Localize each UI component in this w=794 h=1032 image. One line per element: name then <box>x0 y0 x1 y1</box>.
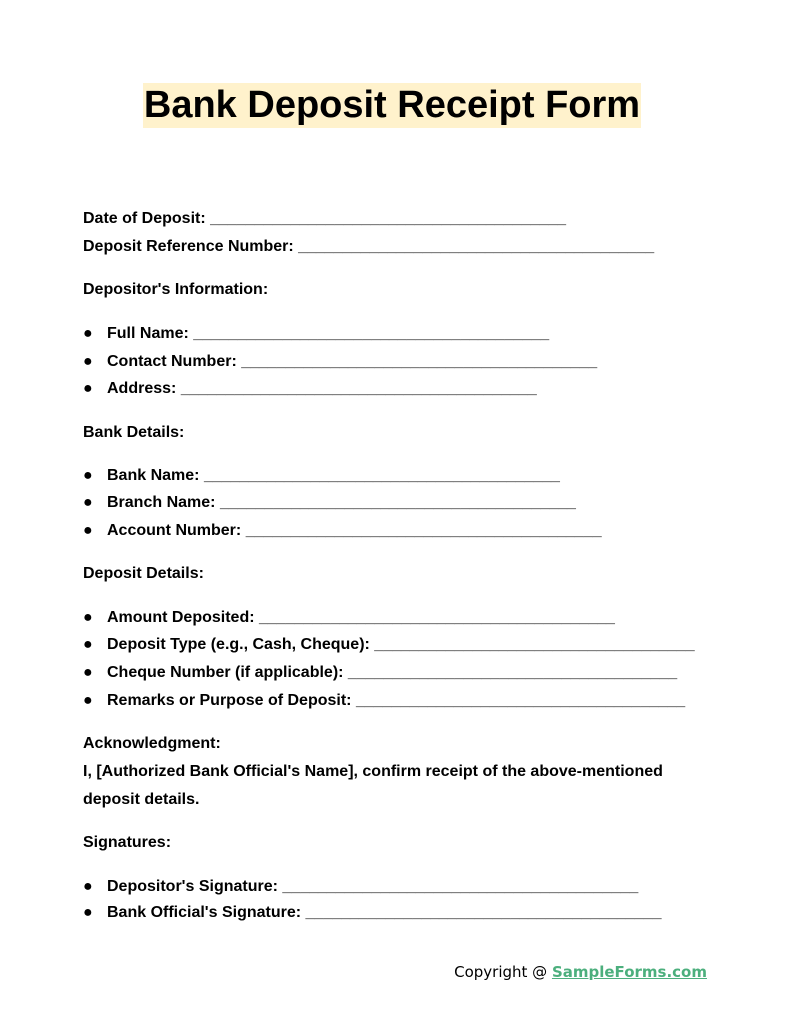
date-of-deposit-blank[interactable]: ________________________________________ <box>210 210 567 227</box>
date-of-deposit-label: Date of Deposit: <box>83 210 206 227</box>
sampleforms-link[interactable]: SampleForms.com <box>551 963 707 981</box>
branch-name-label: Branch Name: <box>107 494 216 511</box>
remarks-label: Remarks or Purpose of Deposit: <box>107 692 352 709</box>
address-label: Address: <box>107 380 177 397</box>
deposit-reference-blank[interactable]: ________________________________________ <box>298 238 655 255</box>
cheque-number-label: Cheque Number (if applicable): <box>107 664 344 681</box>
cheque-number-field[interactable] <box>83 663 678 683</box>
full-name-field[interactable] <box>83 324 550 344</box>
bullet-icon: ● <box>83 692 93 709</box>
bank-official-signature-blank[interactable]: ________________________________________ <box>305 904 662 921</box>
deposit-reference-label: Deposit Reference Number: <box>83 238 294 255</box>
bank-name-label: Bank Name: <box>107 467 200 484</box>
bank-official-signature-field[interactable] <box>83 903 662 923</box>
address-field[interactable] <box>83 379 537 399</box>
deposit-type-blank[interactable]: ____________________________________ <box>374 636 695 653</box>
date-of-deposit-field[interactable] <box>83 209 566 229</box>
deposit-type-field[interactable] <box>83 635 695 655</box>
depositor-signature-field[interactable] <box>83 877 639 897</box>
acknowledgment-text: I, [Authorized Bank Official's Name], confirm receipt of the above-mentioned deposit details. <box>83 763 663 808</box>
bullet-icon: ● <box>83 609 93 626</box>
amount-deposited-field[interactable] <box>83 608 615 628</box>
bullet-icon: ● <box>83 664 93 681</box>
depositor-heading: Depositor's Information: <box>83 281 269 298</box>
contact-number-label: Contact Number: <box>107 353 237 370</box>
branch-name-field[interactable] <box>83 493 576 513</box>
amount-deposited-blank[interactable]: ________________________________________ <box>259 609 615 626</box>
contact-number-blank[interactable]: ________________________________________ <box>241 353 598 370</box>
bank-heading: Bank Details: <box>83 424 185 441</box>
address-blank[interactable]: ________________________________________ <box>180 380 537 397</box>
contact-number-field[interactable] <box>83 352 598 372</box>
bank-name-field[interactable] <box>83 466 560 486</box>
bullet-icon: ● <box>83 636 93 653</box>
acknowledgment-heading: Acknowledgment: <box>83 735 221 752</box>
signatures-heading: Signatures: <box>83 834 172 851</box>
amount-deposited-label: Amount Deposited: <box>107 609 255 626</box>
full-name-blank[interactable]: ________________________________________ <box>193 325 550 342</box>
branch-name-blank[interactable]: ________________________________________ <box>219 494 576 511</box>
account-number-label: Account Number: <box>107 522 242 539</box>
bank-official-signature-label: Bank Official's Signature: <box>107 904 302 921</box>
full-name-label: Full Name: <box>107 325 189 342</box>
page-title: Bank Deposit Receipt Form <box>143 84 641 126</box>
bullet-icon: ● <box>83 494 93 511</box>
footer-copyright <box>454 963 707 981</box>
deposit-reference-field[interactable] <box>83 237 654 257</box>
account-number-blank[interactable]: ________________________________________ <box>245 522 602 539</box>
bullet-icon: ● <box>83 380 93 397</box>
copyright-prefix: Copyright @ <box>454 963 552 981</box>
bullet-icon: ● <box>83 522 93 539</box>
depositor-signature-blank[interactable]: ________________________________________ <box>282 878 639 895</box>
bullet-icon: ● <box>83 904 93 921</box>
deposit-type-label: Deposit Type (e.g., Cash, Cheque): <box>107 636 370 653</box>
bullet-icon: ● <box>83 878 93 895</box>
bullet-icon: ● <box>83 353 93 370</box>
remarks-field[interactable] <box>83 691 686 711</box>
account-number-field[interactable] <box>83 521 602 541</box>
bullet-icon: ● <box>83 467 93 484</box>
bullet-icon: ● <box>83 325 93 342</box>
cheque-number-blank[interactable]: _____________________________________ <box>347 664 678 681</box>
remarks-blank[interactable]: _____________________________________ <box>355 692 686 709</box>
bank-name-blank[interactable]: ________________________________________ <box>203 467 560 484</box>
title-container <box>0 83 794 128</box>
deposit-heading: Deposit Details: <box>83 565 204 582</box>
depositor-signature-label: Depositor's Signature: <box>107 878 278 895</box>
